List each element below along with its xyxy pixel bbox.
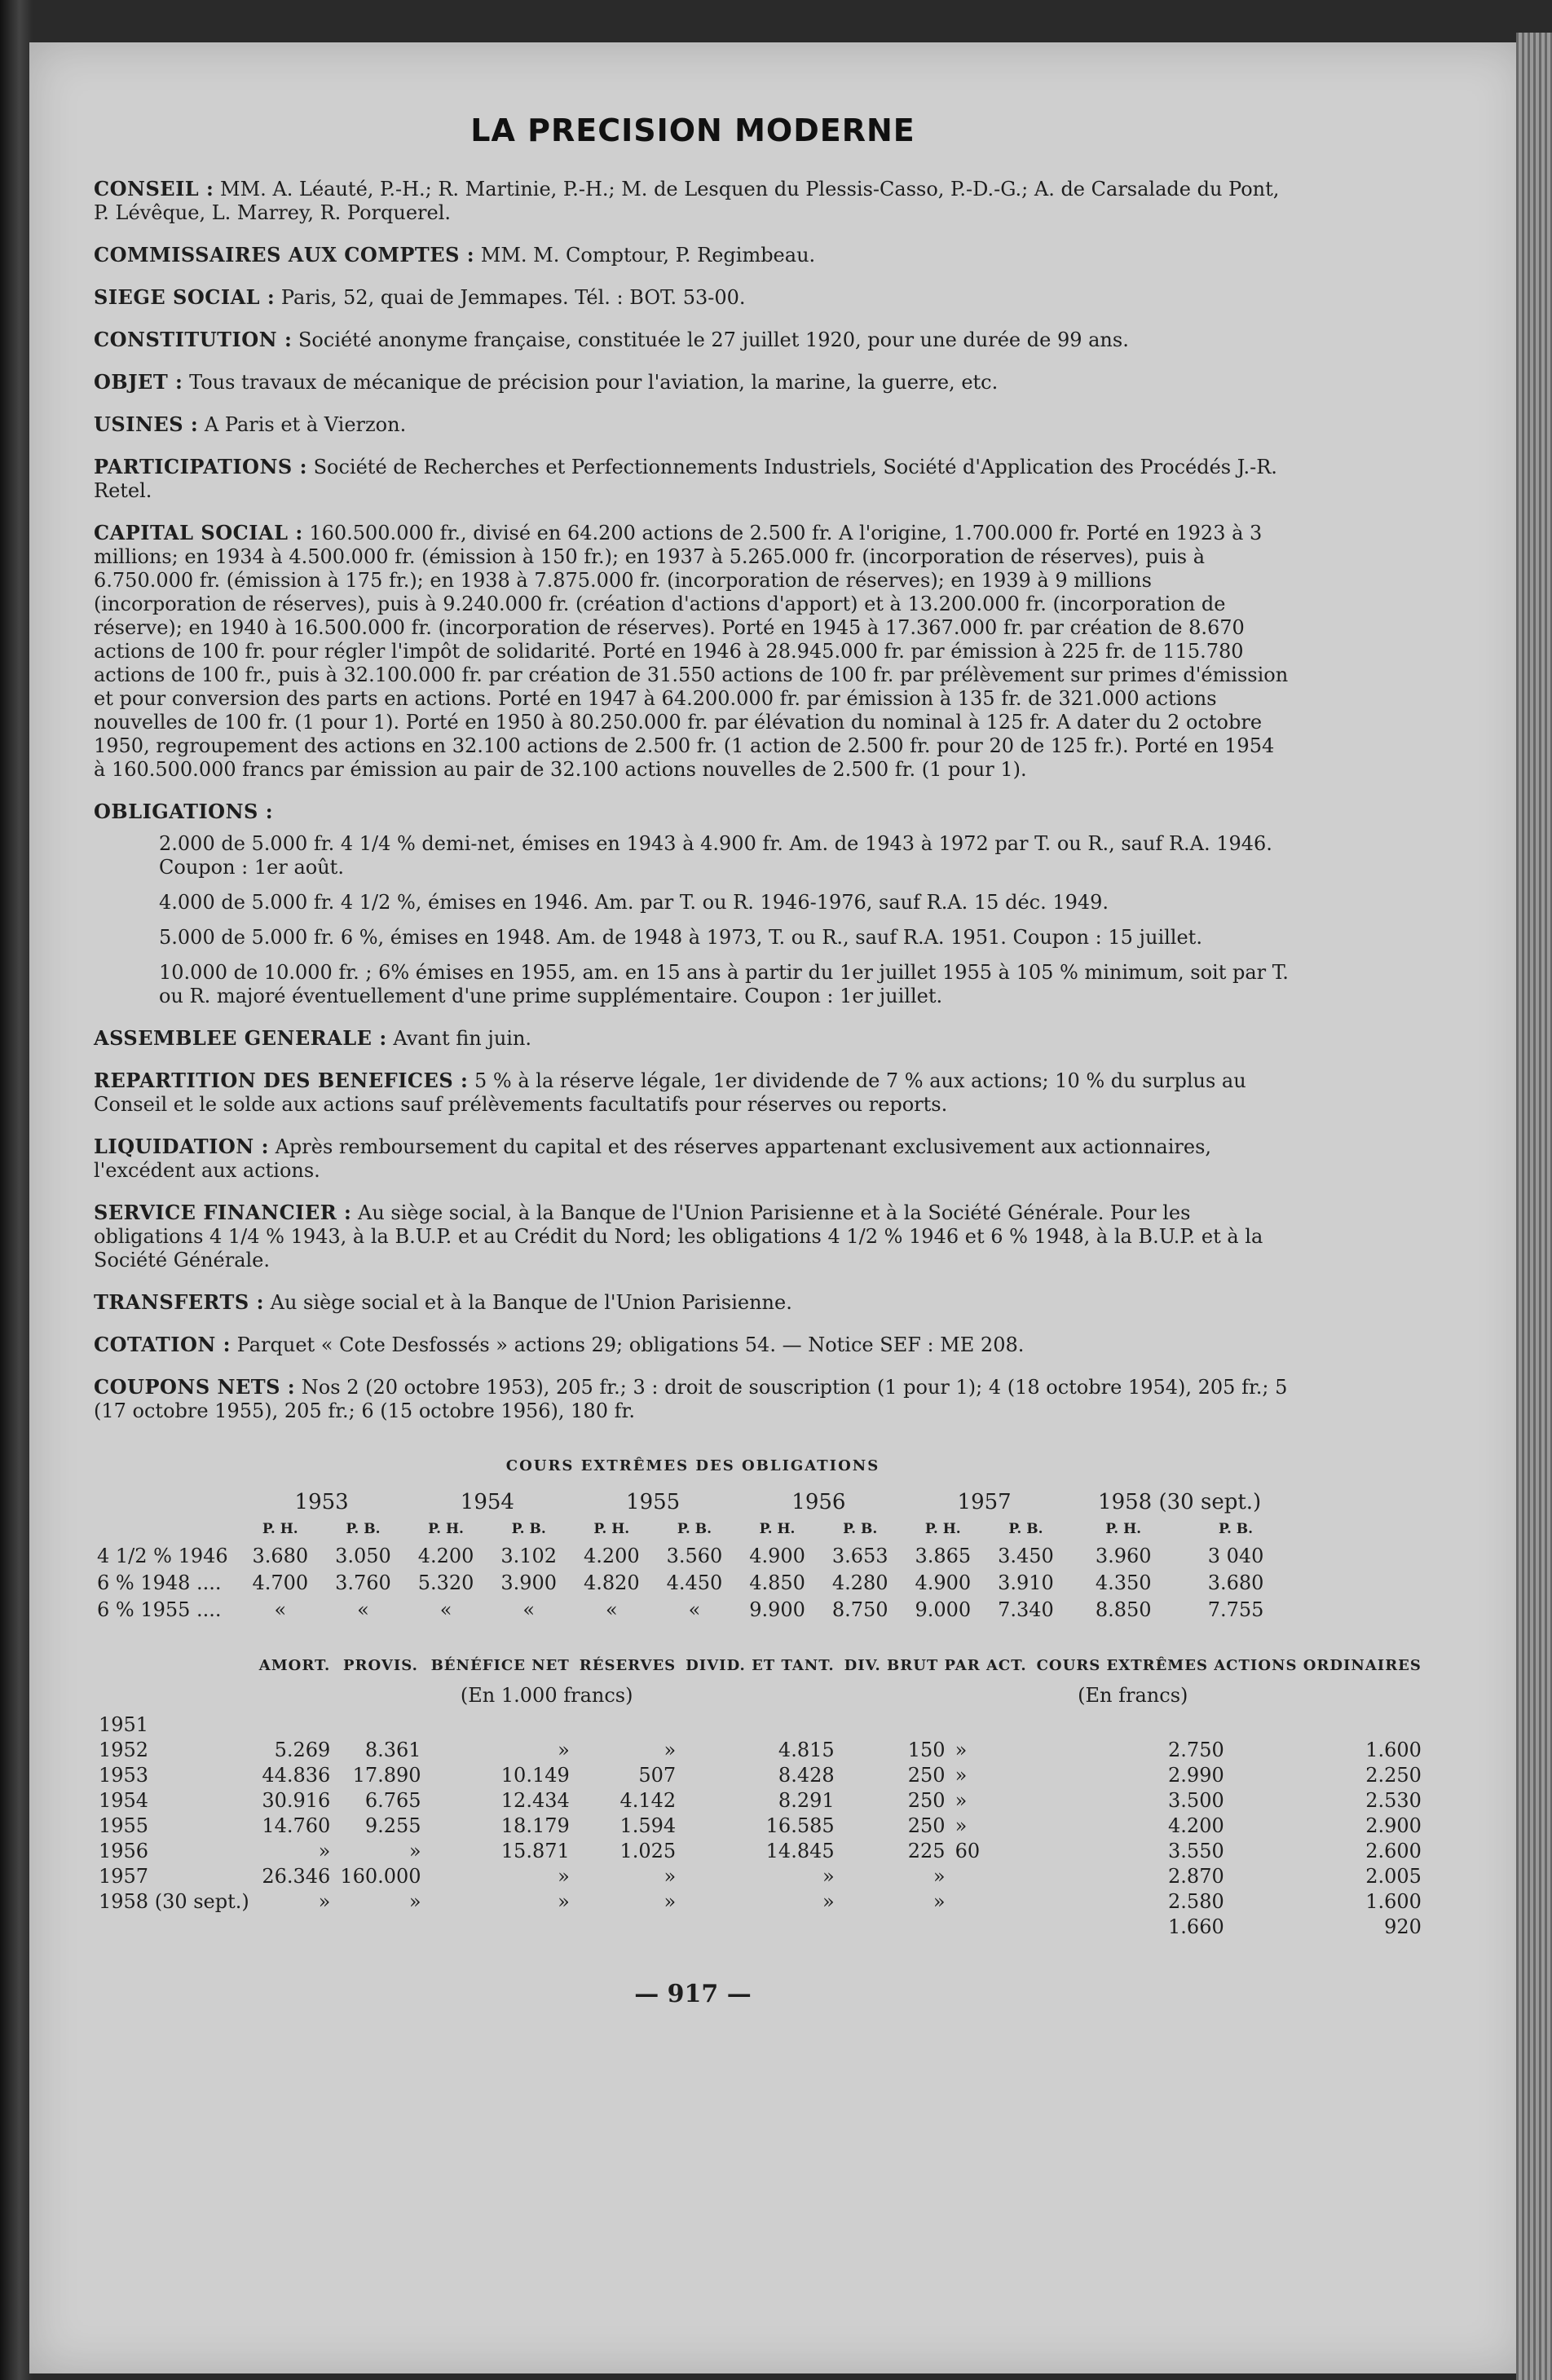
bond-cell: « [522,1598,536,1621]
section-6-block [94,455,1292,503]
section-text: 160.500.000 fr., divisé en 64.200 actions de 2.500 fr. A l'origine, 1.700.000 fr. Porté en 1923 à 3 millions; en 1934 à 4.500.000 fr. (émission à 150 fr.); en 1937 à 5.265.000 fr. (incorporation de réserves), puis à 6.750.000 fr. (émission à 175 fr.); en 1938 à 7.875.000 fr. (incorporation de réserves); en 1939 à 9 millions (incorporation de réserves), puis à 9.240.000 fr. (création d'actions d'apport) et à 13.200.000 fr. (incorporation de réserve); en 1940 à 16.500.000 fr. (incorporation de réserves). Porté en 1945 à 17.367.000 fr. par création de 8.670 actions de 100 fr. pour régler l'impôt de solidarité. Porté en 1946 à 28.945.000 fr. par émission à 225 fr. de 115.780 actions de 100 fr., puis à 32.100.000 fr. par création de 31.550 actions de 100 fr. par prélèvement sur primes d'émission et pour conversion des parts en actions. Porté en 1947 à 64.200.000 fr. par émission à 135 fr. de 321.000 actions nouvelles de 100 fr. (1 pour 1). Porté en 1950 à 80.250.000 fr. par élévation du nominal à 125 fr. A dater du 2 octobre 1950, regroupement des actions en 32.100 actions de 2.500 fr. (1 action de 2.500 fr. pour 20 de 125 fr.). Porté en 1954 à 160.500.000 francs par émission au pair de 32.100 actions nouvelles de 2.500 fr. (1 pour 1). [94,522,1289,781]
fin-header: PROVIS. [343,1657,418,1674]
section-text: 5 % à la réserve légale, 1er dividende de 7 % aux actions; 10 % du surplus au Conseil et le solde aux actions sauf prélèvements facultatifs pour réserves ou reports. [94,1069,1246,1116]
section-text: Société de Recherches et Perfectionnements Industriels, Société d'Application des Procédés J.-R. Retel. [94,456,1277,502]
fin-cell [950,1712,1032,1738]
section-7-block [94,521,1292,782]
section-label: TRANSFERTS : [94,1290,264,1314]
fin-cell: 225 [907,1840,946,1862]
fin-cell [254,1712,336,1738]
bond-row [94,1543,1292,1570]
fin-cell: 1.025 [619,1840,677,1862]
fin-cell: » [318,1840,331,1862]
bond-row-label: 6 % 1948 .... [97,1571,222,1594]
fin-cell: » [664,1865,677,1888]
bond-cell: 7.340 [998,1598,1054,1621]
bond-cell: 7.755 [1207,1598,1264,1621]
fin-cell: 150 [907,1739,946,1761]
fin-cell: 30.916 [262,1789,331,1812]
bond-cell: 3.653 [831,1545,888,1567]
obligation-item: 5.000 de 5.000 fr. 6 %, émises en 1948. Am. de 1948 à 1973, T. ou R., sauf R.A. 1951. Coupon : 15 juillet. [159,926,1202,949]
bond-subheader: P. B. [511,1521,546,1537]
fin-cell: » [408,1890,421,1913]
fin-cell: 26.346 [262,1865,331,1888]
bond-cell: 3.450 [998,1545,1054,1567]
section-label: SIEGE SOCIAL : [94,285,276,309]
bond-cell: 4.900 [749,1545,805,1567]
fin-cell [575,1915,681,1940]
bond-year: 1954 [460,1490,514,1514]
fin-cell [681,1915,839,1940]
bond-table-title: COURS EXTRÊMES DES OBLIGATIONS [505,1457,880,1474]
fin-cell: 920 [1384,1915,1422,1938]
bond-cell: « [605,1598,618,1621]
fin-cell: 17.890 [352,1764,421,1787]
section-label: REPARTITION DES BENEFICES : [94,1069,469,1092]
fin-cell [575,1712,681,1738]
bond-year: 1958 (30 sept.) [1098,1490,1262,1514]
section-3-block [94,328,1292,352]
info-sections [94,177,1292,782]
bond-subheader: P. H. [1105,1521,1142,1537]
section-text: Nos 2 (20 octobre 1953), 205 fr.; 3 : droit de souscription (1 pour 1); 4 (18 octobre 1954), 205 fr.; 5 (17 octobre 1955), 205 fr.; 6 (15 octobre 1956), 180 fr. [94,1376,1288,1422]
bond-cell: 4.700 [252,1571,309,1594]
section-2-block [94,1135,1292,1183]
obligations-section [94,800,1292,1008]
fin-cell: 44.836 [262,1764,331,1787]
section-1-block [94,243,1292,267]
bond-row [94,1597,1292,1624]
document-body [94,112,1422,2008]
fin-cell: » [822,1865,835,1888]
section-text: Paris, 52, quai de Jemmapes. Tél. : BOT. 53-00. [280,286,746,309]
fin-cell: » [933,1865,946,1888]
bond-cell: 3.910 [998,1571,1054,1594]
fin-cell [1032,1712,1229,1738]
fin-cell: 250 [907,1789,946,1812]
fin-cell: » [664,1739,677,1761]
section-text: A Paris et à Vierzon. [204,413,407,436]
fin-cell: 3.500 [1168,1789,1224,1812]
fin-cell: » [955,1789,968,1812]
fin-year: 1954 [99,1789,149,1812]
fin-row [94,1915,1426,1940]
bond-cell: 4.280 [831,1571,888,1594]
section-label: PARTICIPATIONS : [94,455,307,478]
fin-cell: 160.000 [340,1865,421,1888]
section-5-block [94,412,1292,437]
section-text: MM. A. Léauté, P.-H.; R. Martinie, P.-H.; M. de Lesquen du Plessis-Casso, P.-D.-G.; A. de Carsalade du Pont, P. Lévêque, L. Marrey, R. Porquerel. [94,178,1280,224]
fin-cell: 4.815 [778,1739,835,1761]
fin-unit-left: (En 1.000 francs) [460,1684,633,1707]
fin-year: 1953 [99,1764,149,1787]
fin-cell [1229,1712,1426,1738]
bond-cell: 3 040 [1207,1545,1264,1567]
fin-cell: 1.600 [1365,1739,1422,1761]
fin-cell: 2.600 [1365,1840,1422,1862]
page-number: — 917 — [634,1980,752,2008]
fin-cell: » [558,1739,570,1761]
fin-year: 1955 [99,1814,149,1837]
bond-year: 1953 [294,1490,349,1514]
fin-cell: 4.142 [619,1789,677,1812]
fin-cell: 250 [907,1814,946,1837]
bond-cell: 4.900 [915,1571,972,1594]
fin-row [94,1839,1426,1864]
fin-cell: » [933,1890,946,1913]
bond-cell: 3.760 [335,1571,391,1594]
fin-year-head [94,1656,254,1676]
bond-year: 1957 [957,1490,1012,1514]
fin-cell: 2.250 [1365,1764,1422,1787]
bond-cell: « [274,1598,287,1621]
bond-label-head [94,1516,239,1543]
fin-cell [426,1712,575,1738]
bond-cell: 4.450 [666,1571,723,1594]
fin-cell [681,1712,839,1738]
bond-label-head [94,1489,239,1516]
fin-cell [254,1915,336,1940]
bond-years-row [94,1489,1292,1516]
fin-cell: 4.200 [1168,1814,1224,1837]
section-label: USINES : [94,412,199,436]
section-label: OBJET : [94,370,183,394]
section-text: Tous travaux de mécanique de précision pour l'aviation, la marine, la guerre, etc. [189,371,999,394]
fin-cell: 1.594 [619,1814,677,1837]
bond-subheader: P. H. [759,1521,796,1537]
bond-sub-row [94,1516,1292,1543]
fin-cell: 1.660 [1168,1915,1224,1938]
bond-year: 1955 [626,1490,681,1514]
bond-cell: 4.350 [1095,1571,1152,1594]
bond-cell: 9.000 [915,1598,972,1621]
bond-table [94,1489,1292,1624]
fin-cell: 5.269 [274,1739,331,1761]
fin-cell: » [558,1865,570,1888]
section-text: Après remboursement du capital et des réserves appartenant exclusivement aux actionnaires, l'excédent aux actions. [94,1135,1212,1182]
section-text: Parquet « Cote Desfossés » actions 29; obligations 54. — Notice SEF : ME 208. [236,1333,1025,1356]
bond-cell: 8.850 [1095,1598,1152,1621]
fin-header: COURS EXTRÊMES ACTIONS ORDINAIRES [1036,1657,1422,1674]
fin-header: BÉNÉFICE NET [430,1657,570,1674]
bond-subheader: P. H. [593,1521,630,1537]
bond-cell: 5.320 [417,1571,474,1594]
bond-cell: 3.680 [1207,1571,1264,1594]
fin-cell: » [408,1840,421,1862]
bond-subheader: P. B. [1008,1521,1043,1537]
section-4-block [94,370,1292,394]
section-2-block [94,285,1292,310]
fin-cell: » [955,1814,968,1837]
fin-cell: 60 [955,1840,981,1862]
bond-cell: 4.200 [417,1545,474,1567]
section-0-block [94,177,1292,225]
fin-cell [335,1915,425,1940]
section-4-block [94,1290,1292,1315]
results-table [94,1656,1426,1940]
section-label: COUPONS NETS : [94,1375,296,1399]
fin-cell [840,1915,950,1940]
bond-cell: 9.900 [749,1598,805,1621]
fin-cell: 507 [638,1764,677,1787]
fin-cell: » [318,1890,331,1913]
bond-subheader: P. B. [677,1521,712,1537]
page-edges [1516,33,1552,2380]
bond-cell: 3.900 [500,1571,558,1594]
bond-cell: « [688,1598,701,1621]
fin-unit-right: (En francs) [1078,1684,1188,1707]
fin-cell: 2.005 [1365,1865,1422,1888]
fin-cell: 15.871 [500,1840,570,1862]
bond-cell: 4.820 [583,1571,640,1594]
section-text: Au siège social et à la Banque de l'Union Parisienne. [270,1291,792,1314]
section-label: COTATION : [94,1333,231,1356]
fin-year-head [94,1676,254,1712]
section-5-block [94,1333,1292,1357]
fin-cell [840,1712,950,1738]
obligation-item: 4.000 de 5.000 fr. 4 1/2 %, émises en 1946. Am. par T. ou R. 1946-1976, sauf R.A. 15 déc. 1949. [159,891,1109,914]
section-6-block [94,1375,1292,1423]
financial-table [94,1656,1422,1940]
section-label: CAPITAL SOCIAL : [94,521,303,544]
binding-shadow [0,0,33,2380]
fin-cell: 2.750 [1168,1739,1224,1761]
fin-cell: » [822,1890,835,1913]
fin-cell [950,1889,1032,1915]
section-0-block [94,1026,1292,1051]
page-title: LA PRECISION MODERNE [470,112,915,148]
bond-cell: 3.865 [915,1545,972,1567]
obligation-item: 10.000 de 10.000 fr. ; 6% émises en 1955, am. en 15 ans à partir du 1er juillet 1955 à 105 % minimum, soit par T. ou R. majoré éventuellement d'une prime supplémentaire. Coupon : 1er juillet. [159,961,1289,1007]
fin-cell: 2.580 [1168,1890,1224,1913]
bond-cell: « [357,1598,369,1621]
fin-header: AMORT. [258,1657,331,1674]
bond-price-table [94,1454,1292,1624]
section-label: ASSEMBLEE GENERALE : [94,1026,387,1050]
fin-row [94,1712,1426,1738]
fin-cell: 14.845 [765,1840,835,1862]
fin-cell: 3.550 [1168,1840,1224,1862]
fin-cell: 8.291 [778,1789,835,1812]
fin-cell: » [955,1739,968,1761]
bond-cell: 8.750 [831,1598,888,1621]
bond-subheader: P. B. [346,1521,381,1537]
fin-cell: 8.361 [364,1739,421,1761]
fin-header-row [94,1656,1426,1676]
fin-year: 1952 [99,1739,149,1761]
fin-row [94,1738,1426,1763]
bond-subheader: P. H. [428,1521,464,1537]
bond-row-label: 6 % 1955 .... [97,1598,222,1621]
section-label: LIQUIDATION : [94,1135,269,1158]
fin-row [94,1889,1426,1915]
fin-row [94,1763,1426,1788]
fin-cell [335,1712,425,1738]
section-text: Société anonyme française, constituée le 27 juillet 1920, pour une durée de 99 ans. [298,328,1129,351]
fin-cell: 2.530 [1365,1789,1422,1812]
fin-cell [950,1864,1032,1889]
fin-cell: 12.434 [500,1789,570,1812]
section-1-block [94,1069,1292,1117]
bond-cell: 4.200 [583,1545,640,1567]
fin-cell: 14.760 [262,1814,331,1837]
fin-cell: 16.585 [765,1814,835,1837]
fin-cell: » [664,1890,677,1913]
bond-cell: 3.050 [335,1545,391,1567]
fin-year: 1958 (30 sept.) [99,1890,249,1913]
section-label: COMMISSAIRES AUX COMPTES : [94,243,475,267]
fin-unit-row [94,1676,1426,1712]
fin-cell: 9.255 [364,1814,421,1837]
bond-cell: 4.850 [749,1571,805,1594]
fin-header: RÉSERVES [579,1657,677,1674]
fin-cell: 6.765 [364,1789,421,1812]
section-label: CONSTITUTION : [94,328,293,351]
fin-cell: 8.428 [778,1764,835,1787]
bond-cell: 3.960 [1095,1545,1152,1567]
section-3-block [94,1201,1292,1272]
bond-year: 1956 [791,1490,846,1514]
bond-subheader: P. B. [843,1521,878,1537]
bond-cell: « [439,1598,452,1621]
section-text: MM. M. Comptour, P. Regimbeau. [480,244,816,267]
fin-cell: 2.900 [1365,1814,1422,1837]
fin-year [94,1915,254,1940]
section-text: Au siège social, à la Banque de l'Union Parisienne et à la Société Générale. Pour les obligations 4 1/4 % 1943, à la B.U.P. et au Crédit du Nord; les obligations 4 1/2 % 1946 et 6 % 1948, à la B.U.P. et à la Société Générale. [94,1201,1263,1272]
fin-cell: 2.990 [1168,1764,1224,1787]
fin-header: DIVID. ET TANT. [686,1657,835,1674]
fin-cell: 1.600 [1365,1890,1422,1913]
fin-cell [950,1915,1032,1940]
fin-year: 1956 [99,1840,149,1862]
obligations-label: OBLIGATIONS : [94,800,274,823]
section-label: SERVICE FINANCIER : [94,1201,352,1224]
bond-row [94,1570,1292,1597]
section-text: Avant fin juin. [393,1027,532,1050]
bond-cell: 3.560 [666,1545,723,1567]
bond-cell: 3.680 [252,1545,309,1567]
section-label: CONSEIL : [94,177,214,201]
fin-header: DIV. BRUT PAR ACT. [844,1657,1027,1674]
fin-year: 1957 [99,1865,149,1888]
fin-row [94,1864,1426,1889]
bond-subheader: P. H. [262,1521,298,1537]
fin-row [94,1788,1426,1814]
obligation-item: 2.000 de 5.000 fr. 4 1/4 % demi-net, émises en 1943 à 4.900 fr. Am. de 1943 à 1972 par T. ou R., sauf R.A. 1946. Coupon : 1er août. [159,832,1272,879]
fin-cell [426,1915,575,1940]
bond-cell: 3.102 [500,1545,558,1567]
fin-cell: 250 [907,1764,946,1787]
info-sections-2 [94,1026,1292,1423]
fin-cell: 18.179 [500,1814,570,1837]
bond-subheader: P. B. [1219,1521,1254,1537]
fin-year: 1951 [99,1713,149,1736]
fin-cell: » [558,1890,570,1913]
bond-subheader: P. H. [924,1521,961,1537]
fin-cell: 2.870 [1168,1865,1224,1888]
obligations-list [94,832,1292,1008]
fin-cell: » [955,1764,968,1787]
fin-row [94,1814,1426,1839]
bond-row-label: 4 1/2 % 1946 [97,1545,228,1567]
fin-cell: 10.149 [500,1764,570,1787]
